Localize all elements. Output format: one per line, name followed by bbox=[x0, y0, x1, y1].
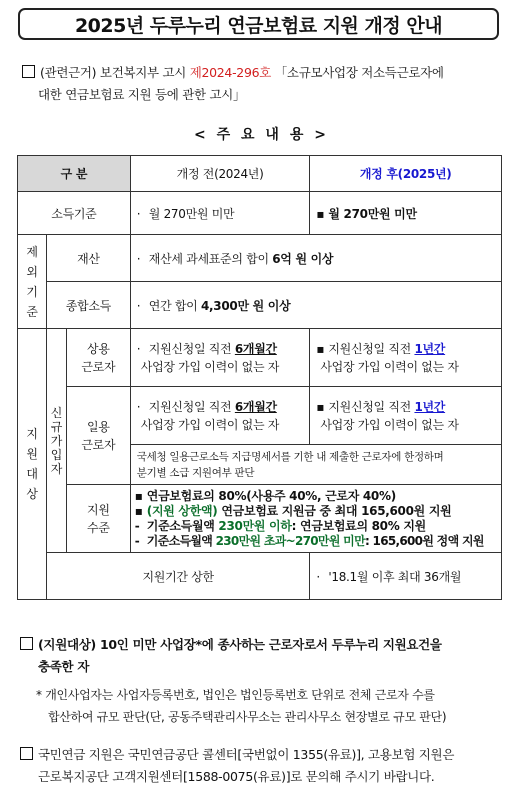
title-box bbox=[18, 8, 499, 40]
square-outline-icon bbox=[20, 637, 33, 650]
level-text: ▪ 연금보험료의 80%(사용주 40%, 근로자 40%) ▪ (지원 상한액) 연금보험료 지원금 중 최대 165,600원 지원 - 기준소득월액 230만원 이하: 연금보험료의 80% 지원 - 기준소득월액 230만원 초과~270만원 미만: 165,600원 정액 지원 bbox=[130, 485, 501, 553]
property-text: · 재산세 과세표준의 합이 6억 원 이상 bbox=[130, 235, 501, 282]
header-after: 개정 후(2025년) bbox=[310, 156, 502, 192]
square-outline-icon bbox=[22, 65, 35, 78]
regular-worker-label: 상용 근로자 bbox=[66, 329, 130, 387]
regular-before: · 지원신청일 직전 6개월간 사업장 가입 이력이 없는 자 bbox=[130, 329, 310, 387]
summary-table bbox=[17, 155, 502, 600]
page-title: 2025년 두루누리 연금보험료 지원 개정 안내 bbox=[74, 14, 443, 37]
header-category: 구 분 bbox=[18, 156, 131, 192]
property-label: 재산 bbox=[46, 235, 130, 282]
contact-line-2: 근로복지공단 고객지원센터[1588-0075(유료)]로 문의해 주시기 바랍니다. bbox=[38, 769, 435, 784]
daily-worker-label: 일용 근로자 bbox=[66, 387, 130, 485]
period-label: 지원기간 상한 bbox=[46, 553, 309, 600]
total-income-label: 종합소득 bbox=[46, 282, 130, 329]
header-before: 개정 전(2024년) bbox=[130, 156, 310, 192]
total-income-text: · 연간 합이 4,300만 원 이상 bbox=[130, 282, 501, 329]
daily-note: 국세청 일용근로소득 지급명세서를 기한 내 제출한 근로자에 한정하며 분기별 소급 지원여부 판단 bbox=[130, 445, 501, 485]
daily-before: · 지원신청일 직전 6개월간 사업장 가입 이력이 없는 자 bbox=[130, 387, 310, 445]
summary-heading: < 주 요 내 용 > bbox=[194, 127, 329, 143]
target-line-1: (지원대상) 10인 미만 사업장*에 종사하는 근로자로서 두루누리 지원요건을 bbox=[20, 634, 442, 656]
basis-line-1 bbox=[22, 62, 444, 84]
period-text: · '18.1월 이후 최대 36개월 bbox=[310, 553, 502, 600]
income-label: 소득기준 bbox=[18, 192, 131, 235]
support-target-label: 지 원 대 상 bbox=[18, 329, 47, 600]
exclusion-label: 제 외 기 준 bbox=[18, 235, 47, 329]
new-member-label: 신 규 가 입 자 bbox=[46, 329, 66, 553]
basis-prefix: (관련근거) 보건복지부 고시 bbox=[40, 65, 190, 80]
basis-suffix: 「소규모사업장 저소득근로자에 bbox=[271, 65, 444, 80]
footnote-line-2: 합산하여 규모 판단(단, 공동주택관리사무소는 관리사무소 현장별로 규모 판단) bbox=[48, 710, 447, 724]
contact-line-1: 국민연금 지원은 국민연금공단 콜센터[국번없이 1355(유료)], 고용보험 지원은 bbox=[20, 744, 454, 766]
daily-after: ▪ 지원신청일 직전 1년간 사업장 가입 이력이 없는 자 bbox=[310, 387, 502, 445]
square-outline-icon bbox=[20, 747, 33, 760]
income-after: ▪ 월 270만원 미만 bbox=[310, 192, 502, 235]
level-label: 지원 수준 bbox=[66, 485, 130, 553]
income-before: · 월 270만원 미만 bbox=[130, 192, 310, 235]
basis-code: 제2024-296호 bbox=[189, 65, 272, 80]
regular-after: ▪ 지원신청일 직전 1년간 사업장 가입 이력이 없는 자 bbox=[310, 329, 502, 387]
basis-line-2: 대한 연금보험료 지원 등에 관한 고시」 bbox=[38, 87, 246, 102]
footnote-line-1: * 개인사업자는 사업자등록번호, 법인은 법인등록번호 단위로 전체 근로자 수를 bbox=[36, 688, 435, 702]
target-line-2: 충족한 자 bbox=[38, 659, 90, 674]
